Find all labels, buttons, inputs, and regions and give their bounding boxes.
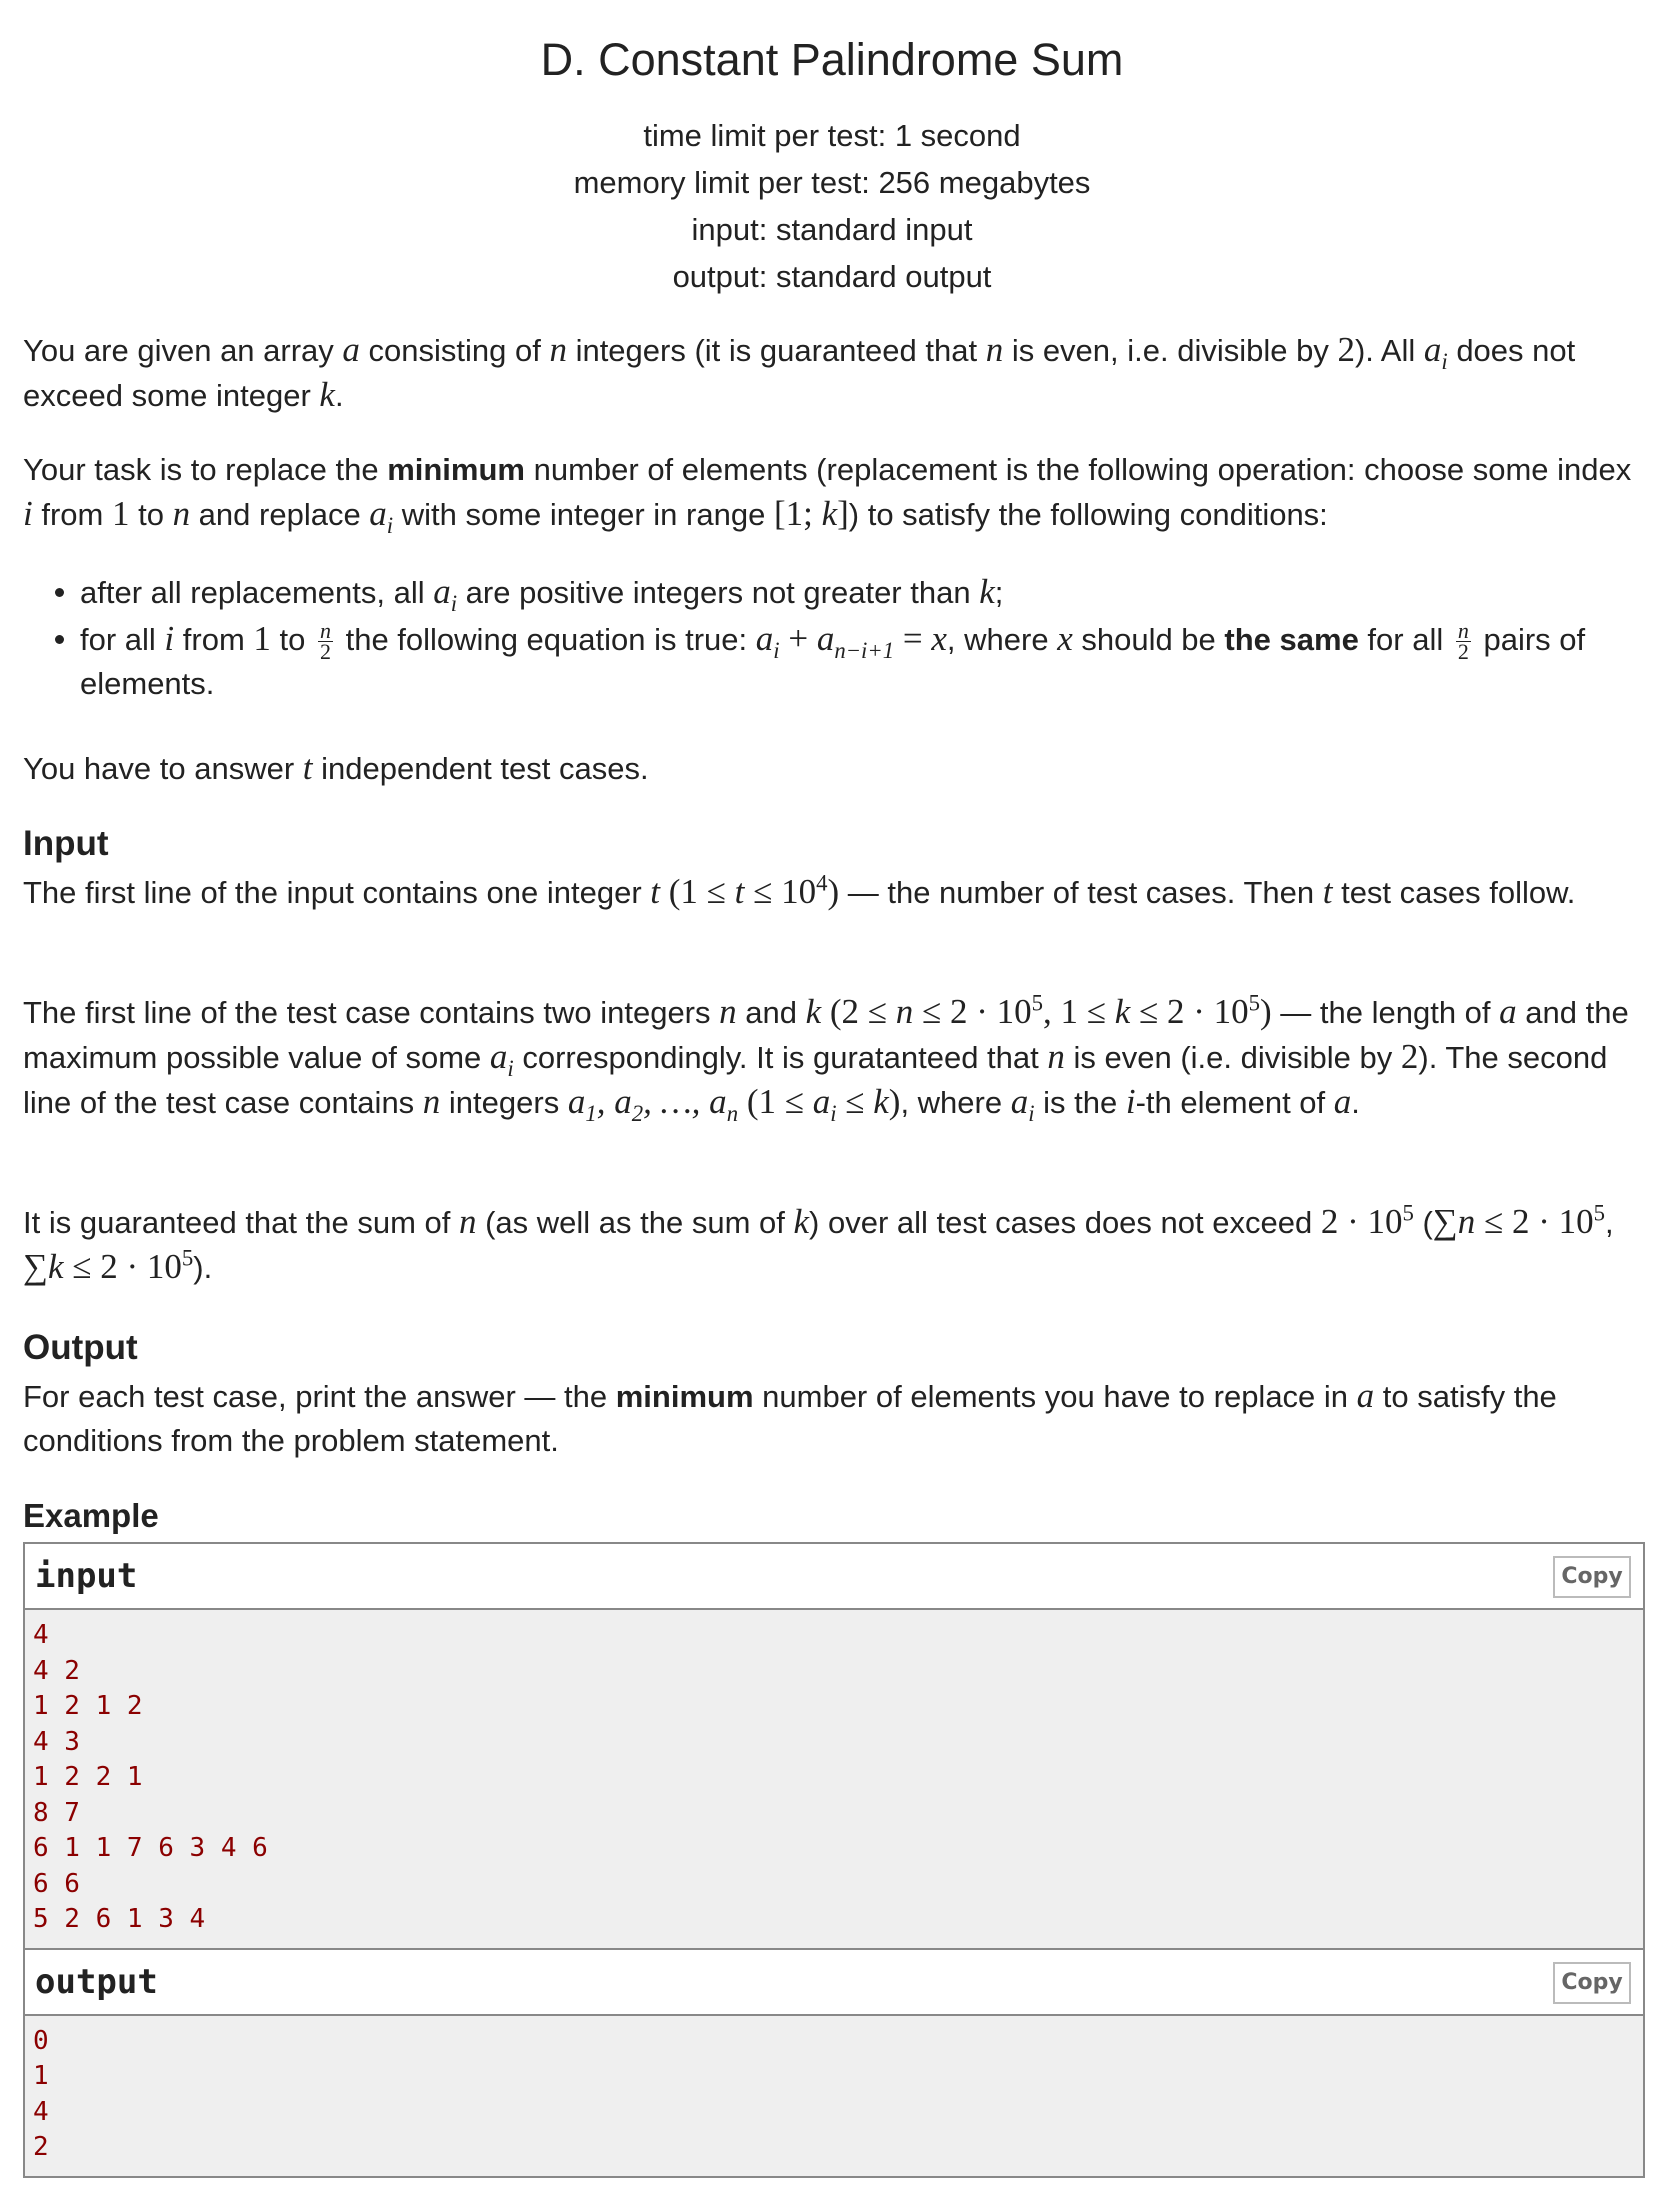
conditions-list [23,570,1643,706]
memory-limit: memory limit per test: 256 megabytes [573,165,1091,200]
input-section-line-2: The first line of the test case contains two integers n and k ($2 \le n \le 2 \cdot 10^5$, $1 \le k \le 2 \cdot 10^5$) — the length of a and the maximum possible value of some $a_i$ correspondingly. It is guratanteed that n is even (i.e. divisible by 2). The second line of the test case contains n integers $a_1$, $a_2$, …, $a_n$ $(1 \le a_i \le k)$, where $a_i$ is the i-th element of a. [23,990,1629,1126]
copy-input-button[interactable]: Copy [1553,1556,1631,1598]
input-section-line-3: It is guaranteed that the sum of n (as well as the sum of k) over all test cases does not exceed $2 \cdot 10^5$ ($\sum n \le 2 \cdot 10^5$, $\sum k \le 2 \cdot 10^5$). [23,1200,1614,1286]
sample-line: 5 2 6 1 3 4 [33,1904,206,1934]
sample-line: 4 [33,2096,49,2127]
condition-item: after all replacements, all $a_i$ are positive integers not greater than k; [23,570,1643,615]
sample-line: 6 6 [33,1868,80,1899]
output-section-title: Output [23,1328,138,1367]
sample-output-header [25,1948,1643,2016]
output-spec: output: standard output [672,259,992,294]
sample-line: 4 3 [33,1726,80,1757]
sample-output-body [25,2016,1643,2176]
sample-line: 8 7 [33,1797,80,1828]
sample-line: 2 [33,2132,49,2162]
input-spec: input: standard input [691,212,973,247]
sample-line: 1 [33,2061,49,2091]
sample-output-label: output [35,1961,158,2002]
sample-line: 0 [33,2025,49,2056]
example-title: Example [23,1497,159,1534]
sample-line: 6 1 1 7 6 3 4 6 [33,1833,268,1863]
sample-line: 1 2 2 1 [33,1762,143,1792]
output-section-text: For each test case, print the answer — the minimum number of elements you have to replace in a to satisfy the conditions from the problem statement. [23,1376,1557,1458]
problem-title: D. Constant Palindrome Sum [540,34,1124,85]
sample-input-body [25,1610,1643,1948]
input-section-title: Input [23,824,109,863]
time-limit: time limit per test: 1 second [643,118,1021,153]
sample-line: 1 2 1 2 [33,1691,143,1721]
input-section-line-1: The first line of the input contains one integer t $(1 \le t \le 10^4)$ — the number of test cases. Then t test cases follow. [23,870,1576,911]
problem-limits [0,112,1664,300]
condition-item: for all i from 1 to $\frac{n}{2}$ the following equation is true: $a_i + a_{n-i+1} = x$, where x should be the same for all $\frac{n}{2}$ pairs of elements. [23,617,1643,706]
statement-paragraph-1: You are given an array a consisting of n integers (it is guaranteed that n is even, i.e. divisible by 2). All $a_i$ does not exceed some integer k. [23,330,1576,414]
statement-paragraph-2: Your task is to replace the minimum number of elements (replacement is the following operation: choose some index i from 1 to n and replace $a_i$ with some integer in range [1; k]) to satisfy the following conditions: [23,452,1632,538]
statement-paragraph-3: You have to answer t independent test cases. [23,748,649,787]
sample-input-label: input [35,1556,138,1596]
sample-input-header [25,1544,1643,1610]
sample-test [23,1542,1645,2178]
copy-output-button[interactable]: Copy [1553,1962,1631,2004]
sample-line: 4 2 [33,1655,80,1686]
sample-line: 4 [33,1620,49,1650]
